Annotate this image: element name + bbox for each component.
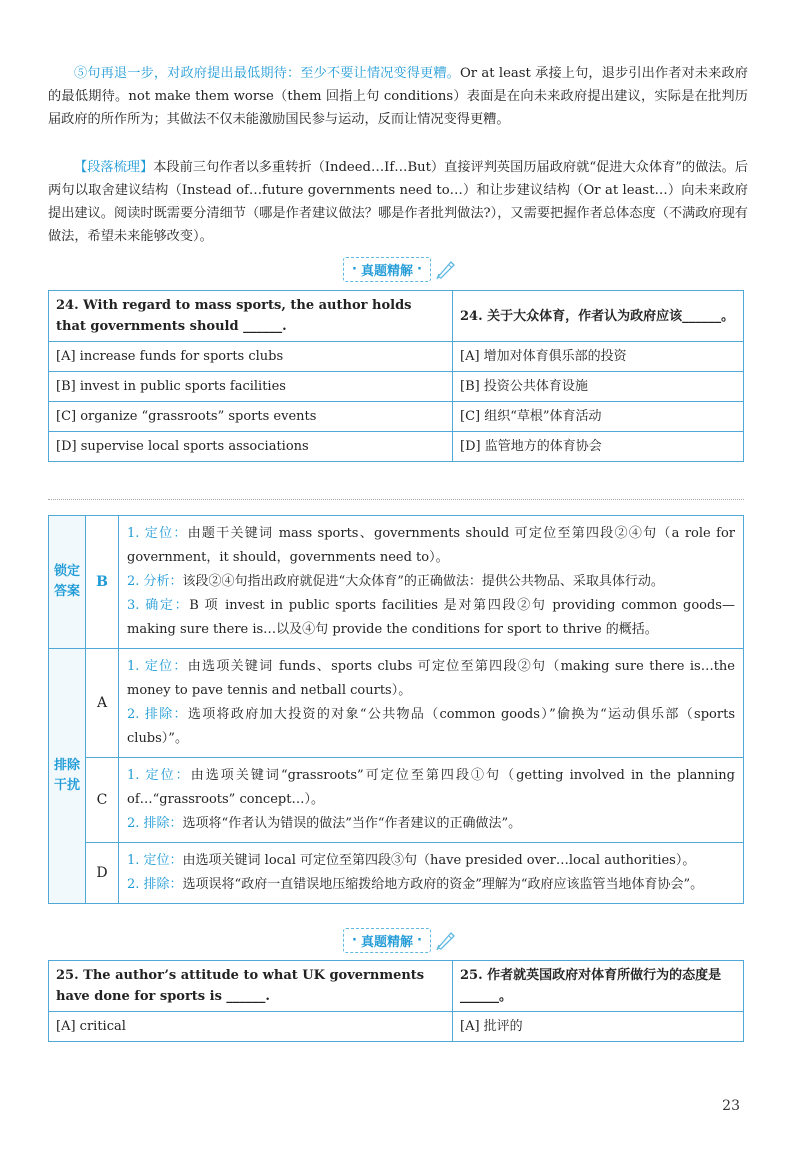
step-tag: 2. 分析： <box>127 574 183 589</box>
step-tag: 1. 定位： <box>127 659 188 674</box>
step-tag: 1. 定位： <box>127 526 188 541</box>
option-en: [A] critical <box>49 1012 453 1042</box>
section-title-badge: · 真题精解 · <box>343 257 431 282</box>
section-header-25 <box>0 926 800 954</box>
step-tag: 2. 排除： <box>127 877 183 892</box>
option-row <box>49 372 744 402</box>
lock-answer-row <box>49 516 744 649</box>
step-tag: 1. 定位： <box>127 768 191 783</box>
section-header-24 <box>0 255 800 283</box>
option-row <box>49 432 744 462</box>
section-title: 真题精解 <box>360 263 413 279</box>
section-title-badge: · 真题精解 · <box>343 928 431 953</box>
stem-zh: 25. 作者就英国政府对体育所做行为的态度是______。 <box>453 961 744 1012</box>
section-title: 真题精解 <box>360 934 413 950</box>
page-number: 23 <box>722 1098 740 1114</box>
paragraph-summary <box>48 156 748 248</box>
step-text: 由题干关键词 mass sports、governments should 可定位至第四段②④句（a role for government，it should，governments need to）。 <box>127 526 735 565</box>
stem-en: 24. With regard to mass sports, the author holds that governments should ______. <box>49 291 453 342</box>
summary-tag: 【段落梳理】 <box>74 160 154 175</box>
step-tag: 3. 确定： <box>127 598 190 613</box>
summary-body: 本段前三句作者以多重转折（Indeed…If…But）直接评判英国历届政府就“促进大众体育”的做法。后两句以取舍建议结构（Instead of…future governments need to…）和让步建议结构（Or at least…）向未来政府提出建议。阅读时既需要分清细节（哪是作者建议做法？哪是作者批判做法?），又需要把握作者总体态度（不满政府现有做法，希望未来能够改变）。 <box>48 160 749 244</box>
answer-letter: B <box>86 516 119 649</box>
distractor-body <box>119 649 744 758</box>
distractor-row-c <box>49 758 744 843</box>
option-en: [C] organize “grassroots” sports events <box>49 402 453 432</box>
distractor-row-a <box>49 649 744 758</box>
option-en: [A] increase funds for sports clubs <box>49 342 453 372</box>
question-stem-row <box>49 961 744 1012</box>
step-tag: 2. 排除： <box>127 816 183 831</box>
step-text: 由选项关键词 funds、sports clubs 可定位至第四段②句（making sure there is…the money to pave tennis and netball courts）。 <box>127 659 735 698</box>
question-24-table <box>48 290 744 462</box>
option-zh: [D] 监管地方的体育协会 <box>453 432 744 462</box>
option-zh: [A] 增加对体育俱乐部的投资 <box>453 342 744 372</box>
analysis-table <box>48 515 744 904</box>
distractor-letter: D <box>86 843 119 904</box>
step-text: 由选项关键词 local 可定位至第四段③句（have presided over…local authorities）。 <box>182 853 696 868</box>
option-zh: [C] 组织“草根”体育活动 <box>453 402 744 432</box>
lock-answer-body <box>119 516 744 649</box>
distractor-body <box>119 758 744 843</box>
intro-lead: ⑤句再退一步，对政府提出最低期待：至少不要让情况变得更糟。 <box>74 66 460 81</box>
intro-body: Or at least 承接上句，退步引出作者对未来政府的最低期待。not make them worse（them 回指上句 conditions）表面是在向未来政府提出建议，实际是在批判历届政府的所作所为；其做法不仅未能激励国民参与运动，反而让情况变得更糟。 <box>48 66 748 127</box>
option-row <box>49 1012 744 1042</box>
option-zh: [A] 批评的 <box>453 1012 744 1042</box>
distractor-letter: C <box>86 758 119 843</box>
step-text: 选项将政府加大投资的对象“公共物品（common goods）”偷换为“运动俱乐部（sports clubs）”。 <box>127 707 735 746</box>
stem-zh: 24. 关于大众体育，作者认为政府应该______。 <box>453 291 744 342</box>
distractor-letter: A <box>86 649 119 758</box>
step-tag: 2. 排除： <box>127 707 188 722</box>
step-text: 选项将“作者认为错误的做法”当作“作者建议的正确做法”。 <box>182 816 522 831</box>
intro-paragraph-1 <box>48 62 748 131</box>
question-stem-row <box>49 291 744 342</box>
distractor-row-d <box>49 843 744 904</box>
option-en: [B] invest in public sports facilities <box>49 372 453 402</box>
eliminate-label: 排除干扰 <box>49 649 86 904</box>
stem-en: 25. The author’s attitude to what UK governments have done for sports is ______. <box>49 961 453 1012</box>
step-text: 该段②④句指出政府就促进“大众体育”的正确做法：提供公共物品、采取具体行动。 <box>182 574 664 589</box>
option-zh: [B] 投资公共体育设施 <box>453 372 744 402</box>
option-row <box>49 402 744 432</box>
step-text: B 项 invest in public sports facilities 是对第四段②句 providing common goods—making sure there is…以及④句 provide the conditions for sport to thrive 的概括。 <box>127 598 735 637</box>
option-row <box>49 342 744 372</box>
question-25-table <box>48 960 744 1042</box>
step-text: 选项误将“政府一直错误地压缩拨给地方政府的资金”理解为“政府应该监管当地体育协会”。 <box>182 877 704 892</box>
lock-answer-label: 锁定答案 <box>49 516 86 649</box>
distractor-body <box>119 843 744 904</box>
divider <box>48 499 744 500</box>
step-tag: 1. 定位： <box>127 853 183 868</box>
pen-icon <box>435 929 457 951</box>
option-en: [D] supervise local sports associations <box>49 432 453 462</box>
step-text: 由选项关键词“grassroots”可定位至第四段①句（getting involved in the planning of…“grassroots” concept…）。 <box>127 768 735 807</box>
pen-icon <box>435 258 457 280</box>
